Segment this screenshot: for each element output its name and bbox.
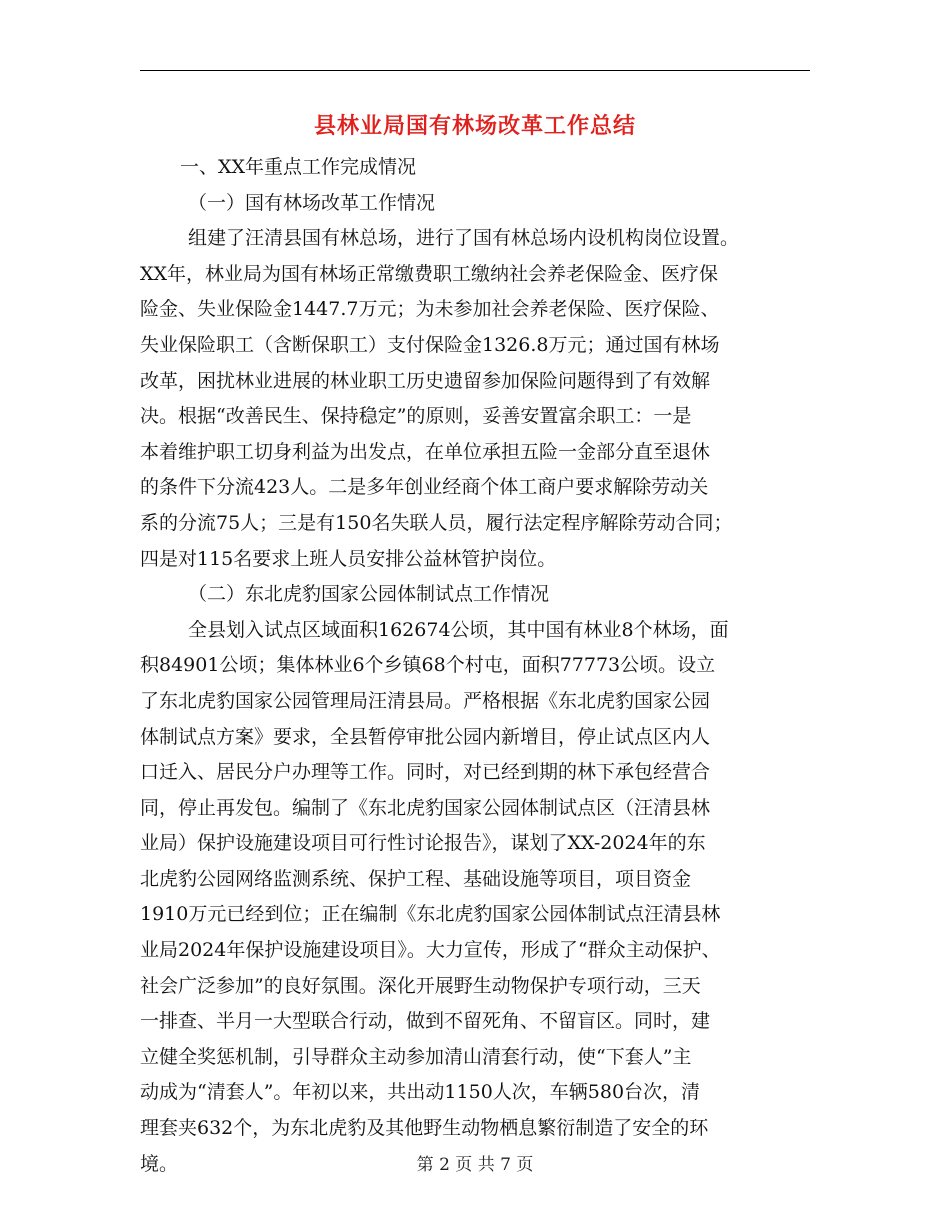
paragraph-line: 1910万元已经到位；正在编制《东北虎豹国家公园体制试点汪清县林	[140, 903, 721, 926]
paragraph-line: 组建了汪清县国有林总场，进行了国有林总场内设机构岗位设置。	[188, 227, 740, 250]
paragraph-line: 系的分流75人；三是有150名失联人员，履行法定程序解除劳动合同；	[140, 511, 733, 534]
document-body	[140, 150, 820, 1182]
paragraph-line: 全县划入试点区域面积162674公顷，其中国有林业8个林场，面	[188, 618, 729, 641]
paragraph-line: 本着维护职工切身利益为出发点，在单位承担五险一金部分直至退休	[140, 440, 711, 463]
paragraph-line: 业局2024年保护设施建设项目》。大力宣传，形成了“群众主动保护、	[140, 939, 721, 962]
paragraph-line: 四是对115名要求上班人员安排公益林管护岗位。	[140, 547, 557, 570]
paragraph-line: 一排查、半月一大型联合行动，做到不留死角、不留盲区。同时，建	[140, 1010, 711, 1033]
paragraph-line: 社会广泛参加”的良好氛围。深化开展野生动物保护专项行动，三天	[140, 974, 701, 997]
paragraph-line: 的条件下分流423人。二是多年创业经商个体工商户要求解除劳动关	[140, 476, 709, 499]
paragraph-line: 立健全奖惩机制，引导群众主动参加清山清套行动，使“下套人”主	[140, 1045, 692, 1068]
paragraph-line: XX年，林业局为国有林场正常缴费职工缴纳社会养老保险金、医疗保	[140, 262, 719, 285]
subsection-heading: （一）国有林场改革工作情况	[188, 191, 436, 214]
paragraph-line: 北虎豹公园网络监测系统、保护工程、基础设施等项目，项目资金	[140, 867, 692, 890]
paragraph-line: 积84901公顷；集体林业6个乡镇68个村屯，面积77773公顷。设立	[140, 654, 716, 677]
paragraph-line: 体制试点方案》要求，全县暂停审批公园内新增目，停止试点区内人	[140, 725, 711, 748]
paragraph-line: 同，停止再发包。编制了《东北虎豹国家公园体制试点区（汪清县林	[140, 796, 711, 819]
page-number: 第 2 页 共 7 页	[416, 1155, 534, 1175]
paragraph-line: 改革，困扰林业进展的林业职工历史遗留参加保险问题得到了有效解	[140, 369, 711, 392]
paragraph-line: 动成为“清套人”。年初以来，共出动1150人次，车辆580台次，清	[140, 1081, 701, 1104]
paragraph-line: 境。	[140, 1152, 179, 1175]
paragraph-line: 决。根据“改善民生、保持稳定”的原则，妥善安置富余职工：一是	[140, 405, 692, 428]
header-rule	[140, 70, 810, 71]
section-heading: 一、XX年重点工作完成情况	[180, 156, 417, 178]
subsection-heading: （二）东北虎豹国家公园体制试点工作情况	[188, 583, 550, 606]
document-title: 县林业局国有林场改革工作总结	[313, 113, 636, 139]
paragraph-line: 了东北虎豹国家公园管理局汪清县局。严格根据《东北虎豹国家公园	[140, 689, 711, 712]
paragraph-line: 口迁入、居民分户办理等工作。同时，对已经到期的林下承包经营合	[140, 761, 711, 784]
paragraph-line: 险金、失业保险金1447.7万元；为未参加社会养老保险、医疗保险、	[140, 298, 720, 321]
paragraph-line: 理套夹632个，为东北虎豹及其他野生动物栖息繁衍制造了安全的环	[140, 1117, 709, 1140]
paragraph-line: 失业保险职工（含断保职工）支付保险金1326.8万元；通过国有林场	[140, 333, 720, 356]
paragraph-line: 业局）保护设施建设项目可行性讨论报告》，谋划了XX-2024年的东	[140, 832, 706, 855]
